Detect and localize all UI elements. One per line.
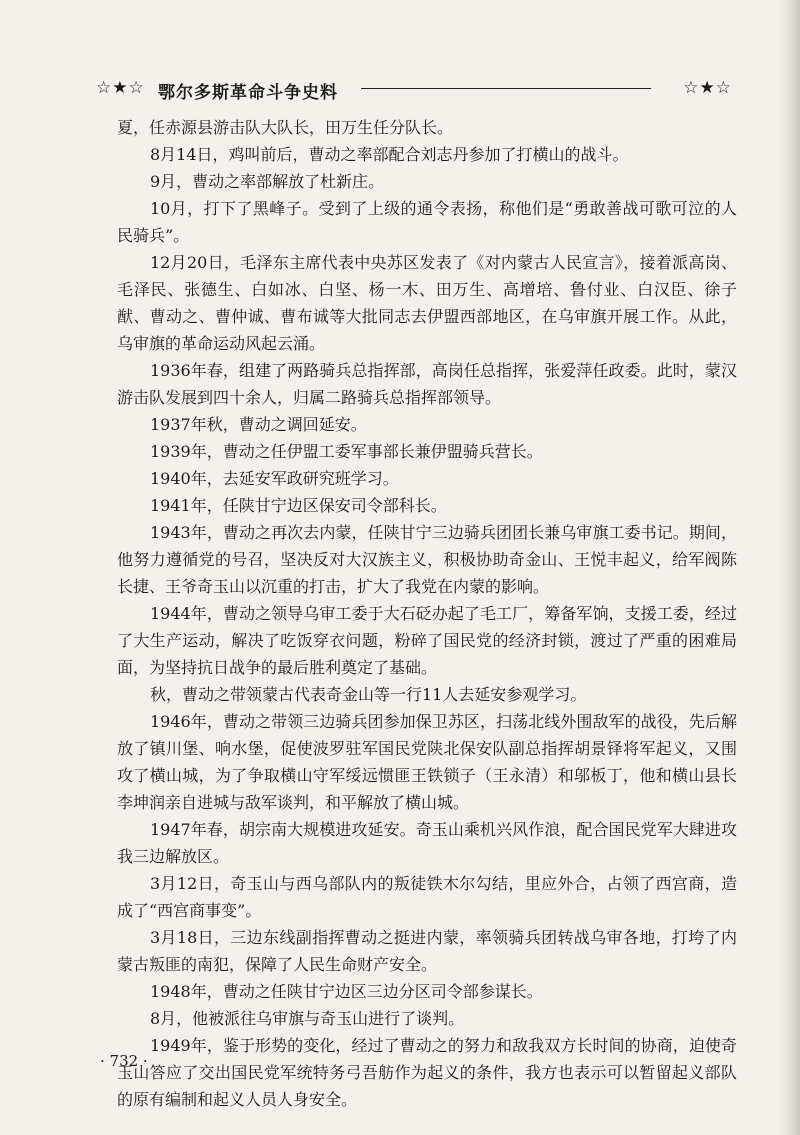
page-number: · 732 · — [100, 1052, 148, 1070]
paragraph-9: 1940年，去延安军政研究班学习。 — [150, 469, 399, 488]
paragraph-13: 秋，曹动之带领蒙古代表奇金山等一行11人去延安参观学习。 — [150, 685, 587, 704]
header-stars-right: ☆★☆ — [683, 78, 732, 98]
paragraph-5: 12月20日，毛泽东主席代表中央苏区发表了《对内蒙古人民宣言》，接着派高岗、毛泽民、张德生、白如冰、白坚、杨一木、田万生、高增培、鲁付业、白汉臣、徐子猷、曹动之、曹仲诚、曹布诚等大批同志去伊盟西部地区，在乌审旗开展工作。从此，乌审旗的革命运动风起云涌。 — [117, 253, 737, 353]
paragraph-19: 8月，他被派往乌审旗与奇玉山进行了谈判。 — [150, 1009, 465, 1028]
paragraph-6: 1936年春，组建了两路骑兵总指挥部，高岗任总指挥，张爱萍任政委。此时，蒙汉游击队发展到四十余人，归属二路骑兵总指挥部领导。 — [117, 361, 737, 407]
page-body — [117, 114, 737, 1113]
header-stars-left: ☆★☆ — [96, 78, 145, 98]
paragraph-3: 9月，曹动之率部解放了杜新庄。 — [150, 172, 385, 191]
page-edge-shadow — [778, 0, 800, 1135]
paragraph-18: 1948年，曹动之任陕甘宁边区三边分区司令部参谋长。 — [150, 982, 543, 1001]
paragraph-10: 1941年，任陕甘宁边区保安司令部科长。 — [150, 496, 447, 515]
paragraph-4: 10月，打下了黑峰子。受到了上级的通令表扬，称他们是“勇敢善战可歌可泣的人民骑兵”。 — [117, 199, 737, 245]
paragraph-8: 1939年，曹动之任伊盟工委军事部长兼伊盟骑兵营长。 — [150, 442, 543, 461]
paragraph-16: 3月12日，奇玉山与西乌部队内的叛徒铁木尔勾结，里应外合，占领了西宫商，造成了“西宫商事变”。 — [117, 874, 737, 920]
header-rule — [361, 88, 651, 89]
paragraph-7: 1937年秋，曹动之调回延安。 — [150, 415, 367, 434]
paragraph-1: 夏，任赤源县游击队大队长，田万生任分队长。 — [117, 118, 454, 137]
paragraph-14: 1946年，曹动之带领三边骑兵团参加保卫苏区，扫荡北线外围敌军的战役，先后解放了镇川堡、响水堡，促使波罗驻军国民党陕北保安队副总指挥胡景铎将军起义，又围攻了横山城，为了争取横山守军绥远惯匪王铁锁子（王永清）和邬板丁，他和横山县长李坤润亲自进城与敌军谈判，和平解放了横山城。 — [117, 712, 737, 812]
paragraph-15: 1947年春，胡宗南大规模进攻延安。奇玉山乘机兴风作浪，配合国民党军大肆进攻我三边解放区。 — [117, 820, 737, 866]
paragraph-2: 8月14日，鸡叫前后，曹动之率部配合刘志丹参加了打横山的战斗。 — [150, 145, 629, 164]
paragraph-17: 3月18日，三边东线副指挥曹动之挺进内蒙，率领骑兵团转战乌审各地，打垮了内蒙古叛匪的南犯，保障了人民生命财产安全。 — [117, 928, 737, 974]
paragraph-20: 1949年，鉴于形势的变化，经过了曹动之的努力和敌我双方长时间的协商，迫使奇玉山答应了交出国民党军统特务弓吾舫作为起义的条件，我方也表示可以暂留起义部队的原有编制和起义人员人身安全。 — [117, 1036, 737, 1109]
running-header — [96, 76, 732, 102]
paragraph-11: 1943年，曹动之再次去内蒙，任陕甘宁三边骑兵团团长兼乌审旗工委书记。期间，他努力遵循党的号召，坚决反对大汉族主义，积极协助奇金山、王悦丰起义，给军阀陈长捷、王爷奇玉山以沉重的打击，扩大了我党在内蒙的影响。 — [117, 523, 737, 596]
header-title: 鄂尔多斯革命斗争史料 — [158, 83, 338, 103]
paragraph-12: 1944年，曹动之领导乌审工委于大石砭办起了毛工厂，筹备军饷，支援工委，经过了大生产运动，解决了吃饭穿衣问题，粉碎了国民党的经济封锁，渡过了严重的困难局面，为坚持抗日战争的最后胜利奠定了基础。 — [117, 604, 737, 677]
